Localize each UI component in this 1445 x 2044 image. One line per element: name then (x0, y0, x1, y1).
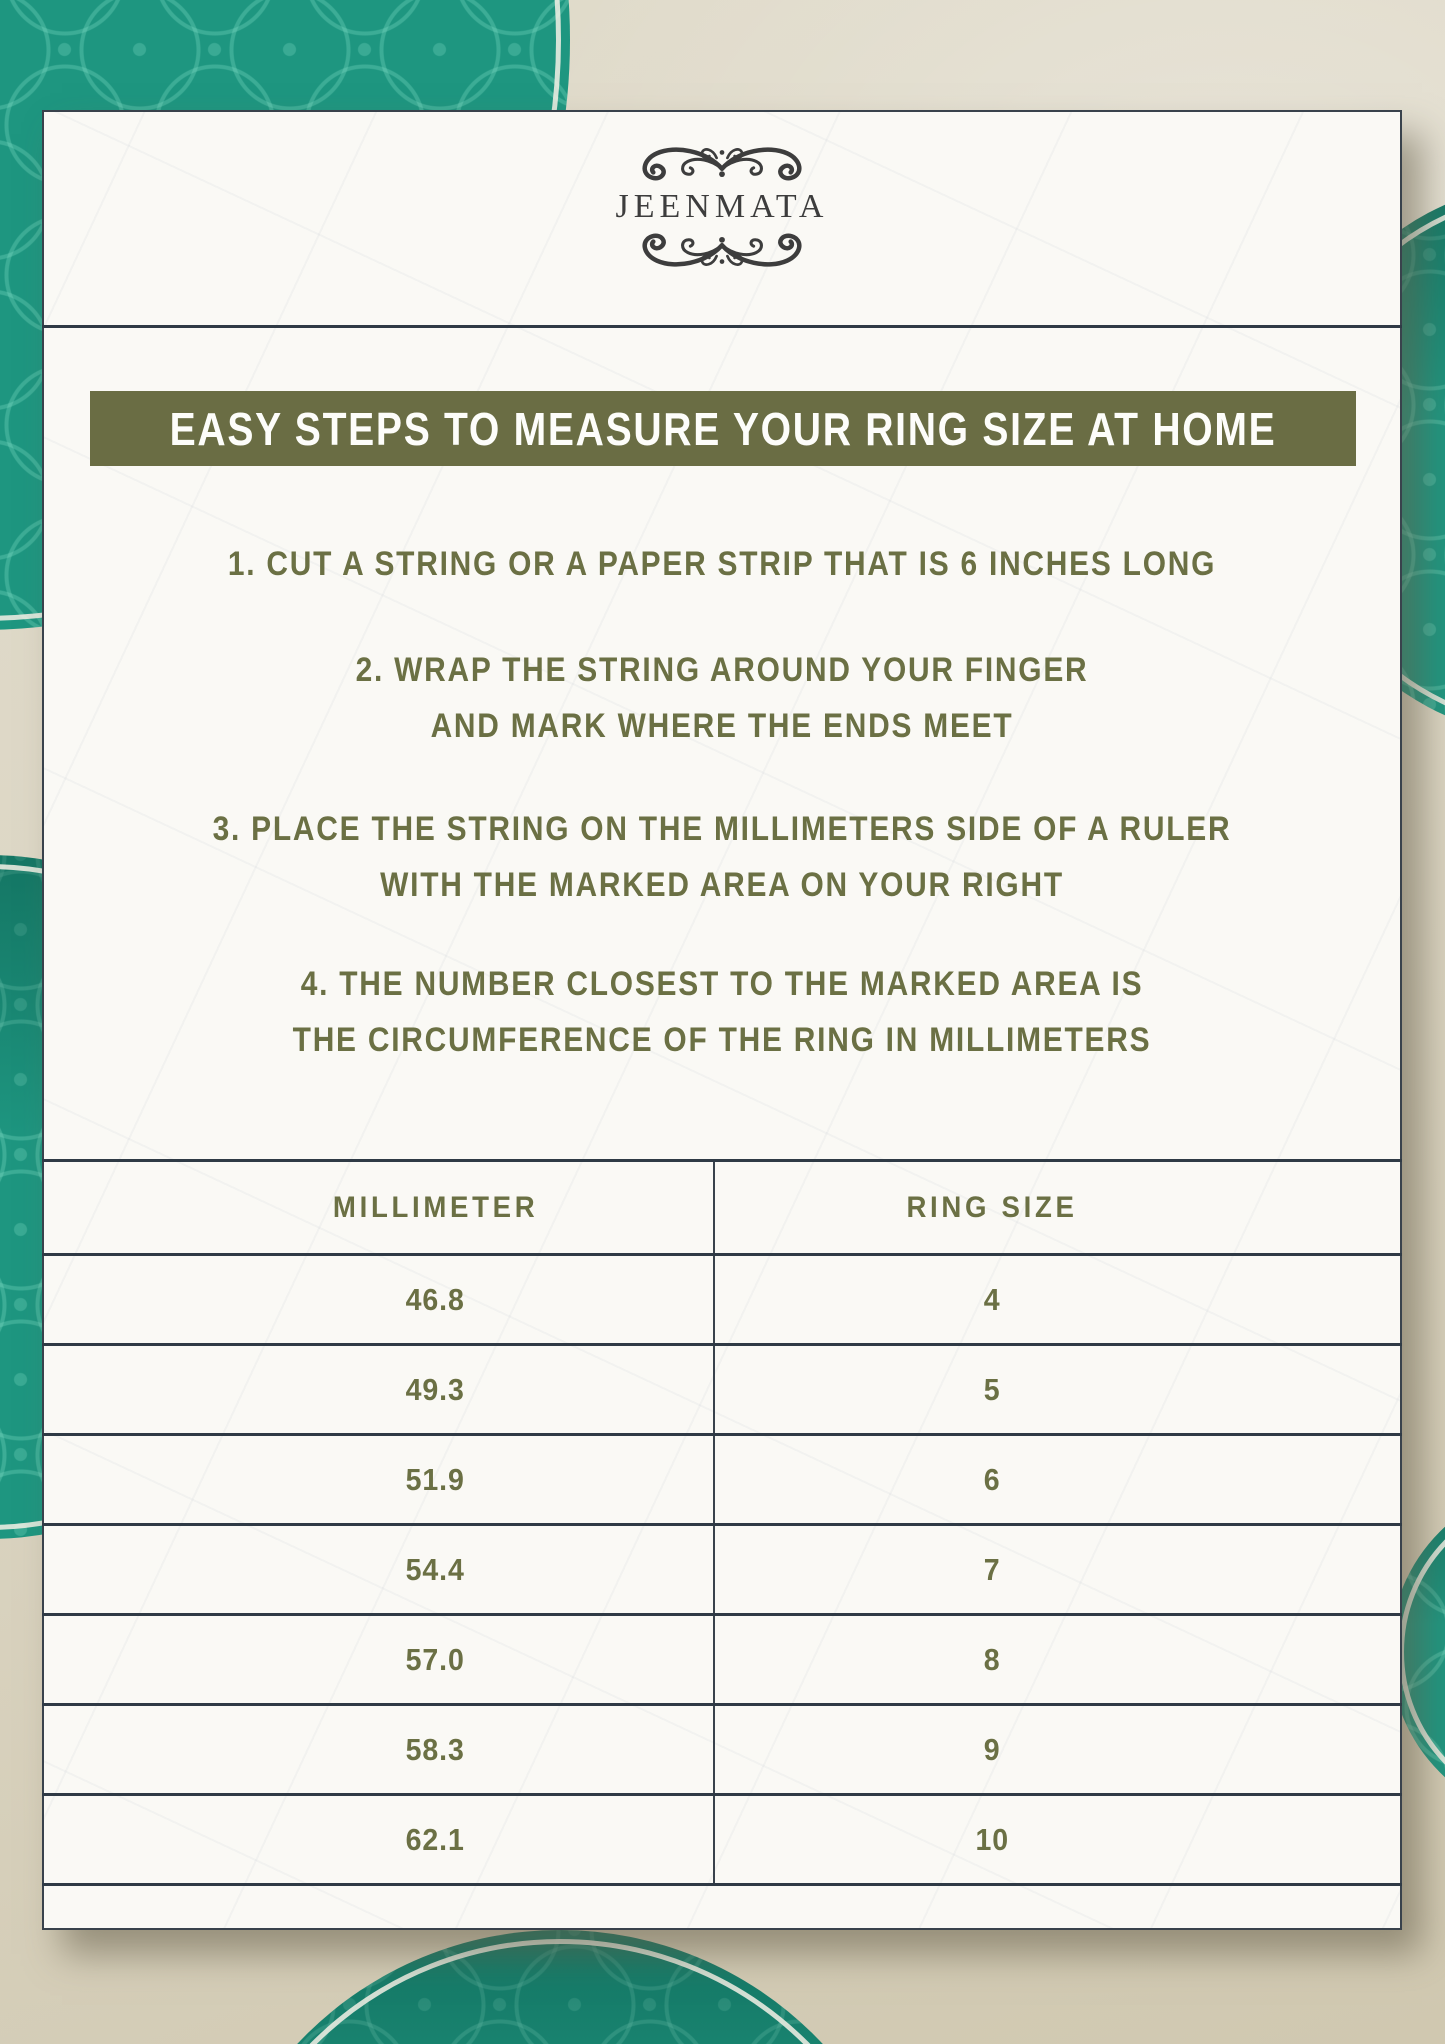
brand-logo: JEENMATA (615, 188, 829, 225)
step-line: 3. PLACE THE STRING ON THE MILLIMETERS SIDE OF A RULER (212, 810, 1232, 848)
flourish-ornament-bottom-icon (622, 229, 822, 276)
divider-line (42, 325, 1402, 328)
page-title: EASY STEPS TO MEASURE YOUR RING SIZE AT HOME (169, 402, 1277, 455)
millimeter-value: 49.3 (42, 1345, 714, 1435)
millimeter-value: 57.0 (42, 1615, 714, 1705)
ring-size-value: 9 (714, 1705, 1402, 1795)
ring-size-value: 7 (714, 1525, 1402, 1615)
flourish-ornament-top-icon (622, 138, 822, 185)
ring-size-table (42, 1159, 1402, 1886)
step-line: WITH THE MARKED AREA ON YOUR RIGHT (380, 866, 1064, 904)
instruction-step-2 (125, 642, 1318, 754)
step-line: 2. WRAP THE STRING AROUND YOUR FINGER (355, 651, 1089, 689)
instruction-step-1 (125, 536, 1318, 592)
millimeter-value: 51.9 (42, 1435, 714, 1525)
millimeter-value: 62.1 (42, 1795, 714, 1885)
title-banner (90, 391, 1356, 466)
column-header-ring-size: RING SIZE (714, 1161, 1402, 1255)
ring-size-value: 5 (714, 1345, 1402, 1435)
step-line: 4. THE NUMBER CLOSEST TO THE MARKED AREA IS (300, 965, 1144, 1003)
table-header-row (42, 1161, 1402, 1255)
table-row (42, 1525, 1402, 1615)
table-row (42, 1795, 1402, 1885)
step-line: AND MARK WHERE THE ENDS MEET (430, 707, 1014, 745)
millimeter-value: 58.3 (42, 1705, 714, 1795)
table-row (42, 1615, 1402, 1705)
brand-logo-block (44, 138, 1400, 276)
instruction-step-3 (125, 801, 1318, 913)
table-row (42, 1435, 1402, 1525)
ring-size-value: 4 (714, 1255, 1402, 1345)
ring-size-value: 8 (714, 1615, 1402, 1705)
ring-size-value: 6 (714, 1435, 1402, 1525)
step-line: 1. CUT A STRING OR A PAPER STRIP THAT IS 6 INCHES LONG (227, 545, 1217, 583)
table-row (42, 1345, 1402, 1435)
millimeter-value: 46.8 (42, 1255, 714, 1345)
millimeter-value: 54.4 (42, 1525, 714, 1615)
instruction-step-4 (125, 956, 1318, 1068)
table-row (42, 1255, 1402, 1345)
table-row (42, 1705, 1402, 1795)
teal-circle-bottom (200, 1930, 920, 2044)
column-header-millimeter: MILLIMETER (42, 1161, 714, 1255)
infographic-card (42, 110, 1402, 1930)
ring-size-value: 10 (714, 1795, 1402, 1885)
step-line: THE CIRCUMFERENCE OF THE RING IN MILLIMETERS (292, 1021, 1152, 1059)
